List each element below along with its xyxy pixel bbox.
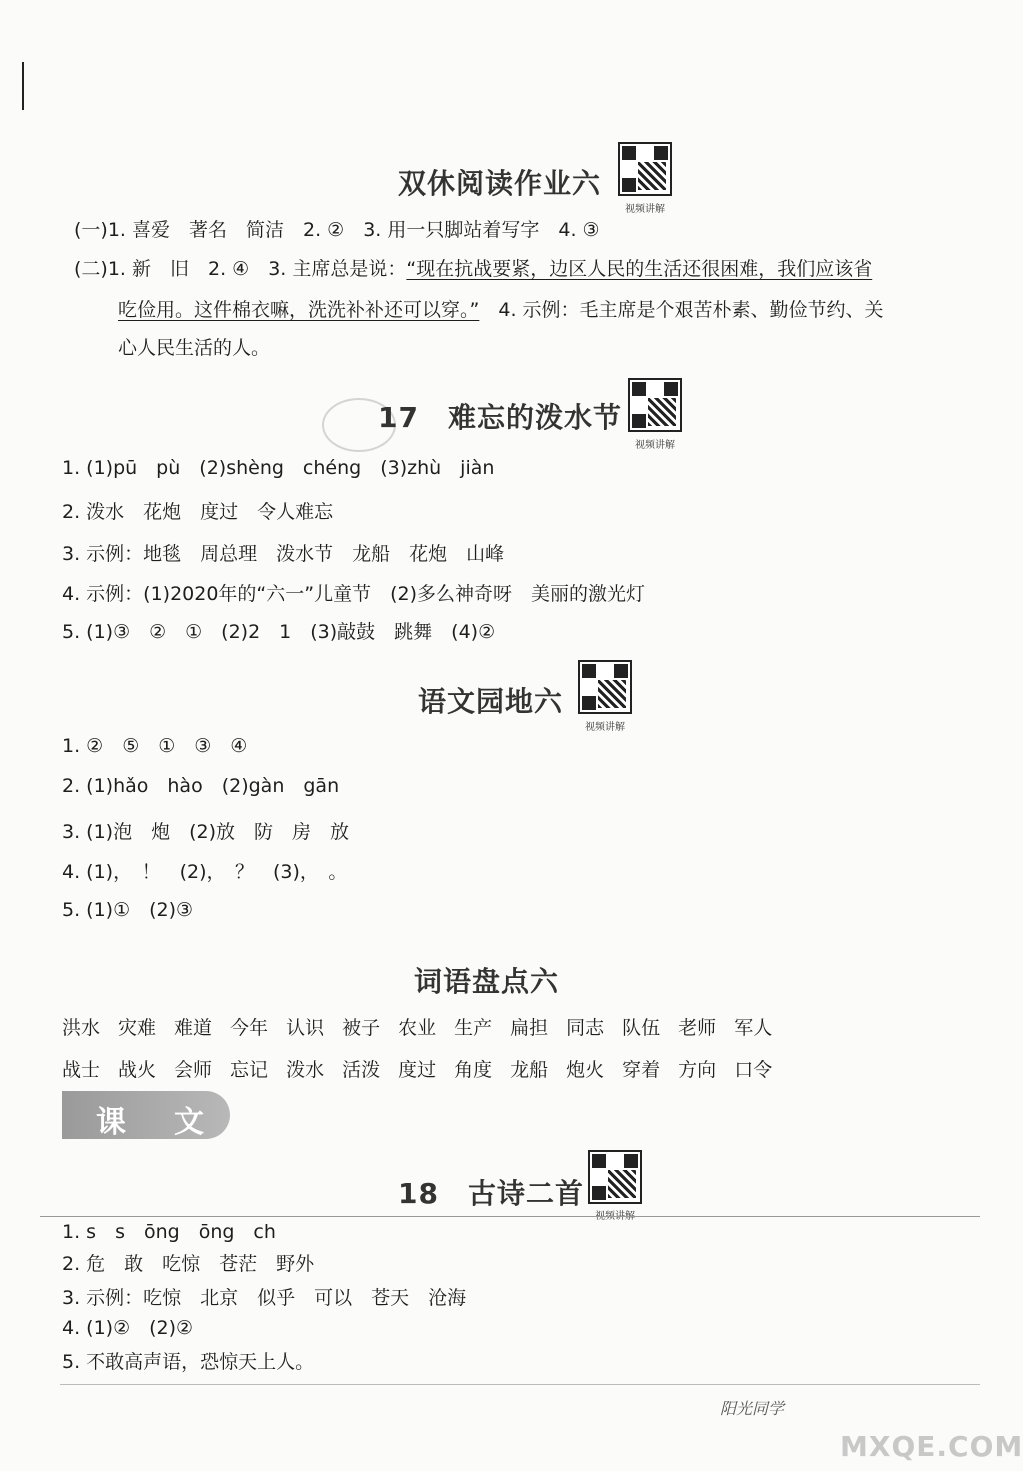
answer-line: 1. s s ōng ōng ch: [62, 1221, 276, 1243]
answer-line: 3. 示例：地毯 周总理 泼水节 龙船 花炮 山峰: [62, 543, 505, 565]
section-title-word-review: 词语盘点六: [414, 965, 560, 998]
word-item: 角度: [454, 1059, 493, 1081]
answer-line: 4. 示例：(1)2020年的“六一”儿童节 (2)多么神奇呀 美丽的激光灯: [62, 583, 646, 605]
watermark: MXQE.COM: [840, 1430, 1023, 1463]
qr-code-icon[interactable]: [618, 142, 672, 196]
answer-line: 5. 不敢高声语，恐惊天上人。: [62, 1351, 315, 1373]
section-title-weekend-reading: 双休阅读作业六: [398, 167, 602, 200]
footer-divider: [60, 1384, 980, 1385]
qr-code-icon[interactable]: [588, 1150, 642, 1204]
section-title-lesson-18: 18 古诗二首: [398, 1177, 584, 1210]
qr-code-icon[interactable]: [578, 660, 632, 714]
answer-line: 4. (1)， ！ (2)， ？ (3)， 。: [62, 861, 348, 883]
word-item: 忘记: [230, 1059, 269, 1081]
word-item: 灾难: [118, 1017, 157, 1039]
word-item: 度过: [398, 1059, 437, 1081]
answer-line: 3. (1)泡 炮 (2)放 防 房 放: [62, 821, 349, 843]
word-item: 被子: [342, 1017, 381, 1039]
margin-mark: [22, 62, 24, 110]
word-item: 认识: [286, 1017, 325, 1039]
qr-caption: 视频讲解: [635, 440, 675, 451]
word-item: 战火: [118, 1059, 157, 1081]
answer-line: 心人民生活的人。: [118, 337, 271, 359]
word-item: 老师: [678, 1017, 717, 1039]
answer-line: (一)1. 喜爱 著名 简洁 2. ② 3. 用一只脚站着写字 4. ③: [74, 219, 600, 241]
word-item: 难道: [174, 1017, 213, 1039]
word-item: 扁担: [510, 1017, 549, 1039]
answer-line: 5. (1)③ ② ① (2)2 1 (3)敲鼓 跳舞 (4)②: [62, 621, 496, 643]
section-title-chinese-garden: 语文园地六: [418, 685, 564, 718]
word-item: 队伍: [622, 1017, 661, 1039]
answer-line: 3. 示例：吃惊 北京 似乎 可以 苍天 沧海: [62, 1287, 467, 1309]
word-item: 方向: [678, 1059, 717, 1081]
answer-line: 2. (1)hǎo hào (2)gàn gān: [62, 775, 340, 797]
qr-caption: [585, 1207, 645, 1222]
answer-line: 2. 危 敢 吃惊 苍茫 野外: [62, 1253, 315, 1275]
word-item: 炮火: [566, 1059, 605, 1081]
word-item: 穿着: [622, 1059, 661, 1081]
answer-line: 吃俭用。这件棉衣嘛，洗洗补补还可以穿。” 4. 示例：毛主席是个艰苦朴素、勤俭节约、关: [118, 299, 884, 321]
word-row: [62, 1016, 790, 1040]
word-item: 农业: [398, 1017, 437, 1039]
word-item: 今年: [230, 1017, 269, 1039]
banner-char: 课: [96, 1105, 126, 1140]
word-item: 战士: [62, 1059, 101, 1081]
word-item: 生产: [454, 1017, 493, 1039]
section-divider: [40, 1216, 980, 1217]
word-item: 洪水: [62, 1017, 101, 1039]
answer-line: 1. (1)pū pù (2)shèng chéng (3)zhù jiàn: [62, 457, 495, 479]
word-item: 军人: [734, 1017, 773, 1039]
answer-line: 4. (1)② (2)②: [62, 1317, 194, 1339]
lesson-banner: [62, 1091, 230, 1139]
answer-line: 2. 泼水 花炮 度过 令人难忘: [62, 501, 334, 523]
answer-line: (二)1. 新 旧 2. ④ 3. 主席总是说：“现在抗战要紧，边区人民的生活还很困难，我们应该省: [74, 258, 873, 280]
qr-code-icon[interactable]: [628, 378, 682, 432]
word-row: [62, 1058, 790, 1082]
brand-logo: 阳光同学: [720, 1399, 785, 1418]
word-item: 同志: [566, 1017, 605, 1039]
qr-caption: 视频讲解: [625, 204, 665, 215]
word-item: 活泼: [342, 1059, 381, 1081]
section-title-lesson-17: 17 难忘的泼水节: [378, 401, 622, 434]
banner-char: 文: [174, 1105, 204, 1140]
answer-line: 5. (1)① (2)③: [62, 899, 194, 921]
word-item: 龙船: [510, 1059, 549, 1081]
qr-caption: 视频讲解: [585, 722, 625, 733]
answer-line: 1. ② ⑤ ① ③ ④: [62, 735, 248, 757]
word-item: 泼水: [286, 1059, 325, 1081]
word-item: 会师: [174, 1059, 213, 1081]
word-item: 口令: [734, 1059, 773, 1081]
